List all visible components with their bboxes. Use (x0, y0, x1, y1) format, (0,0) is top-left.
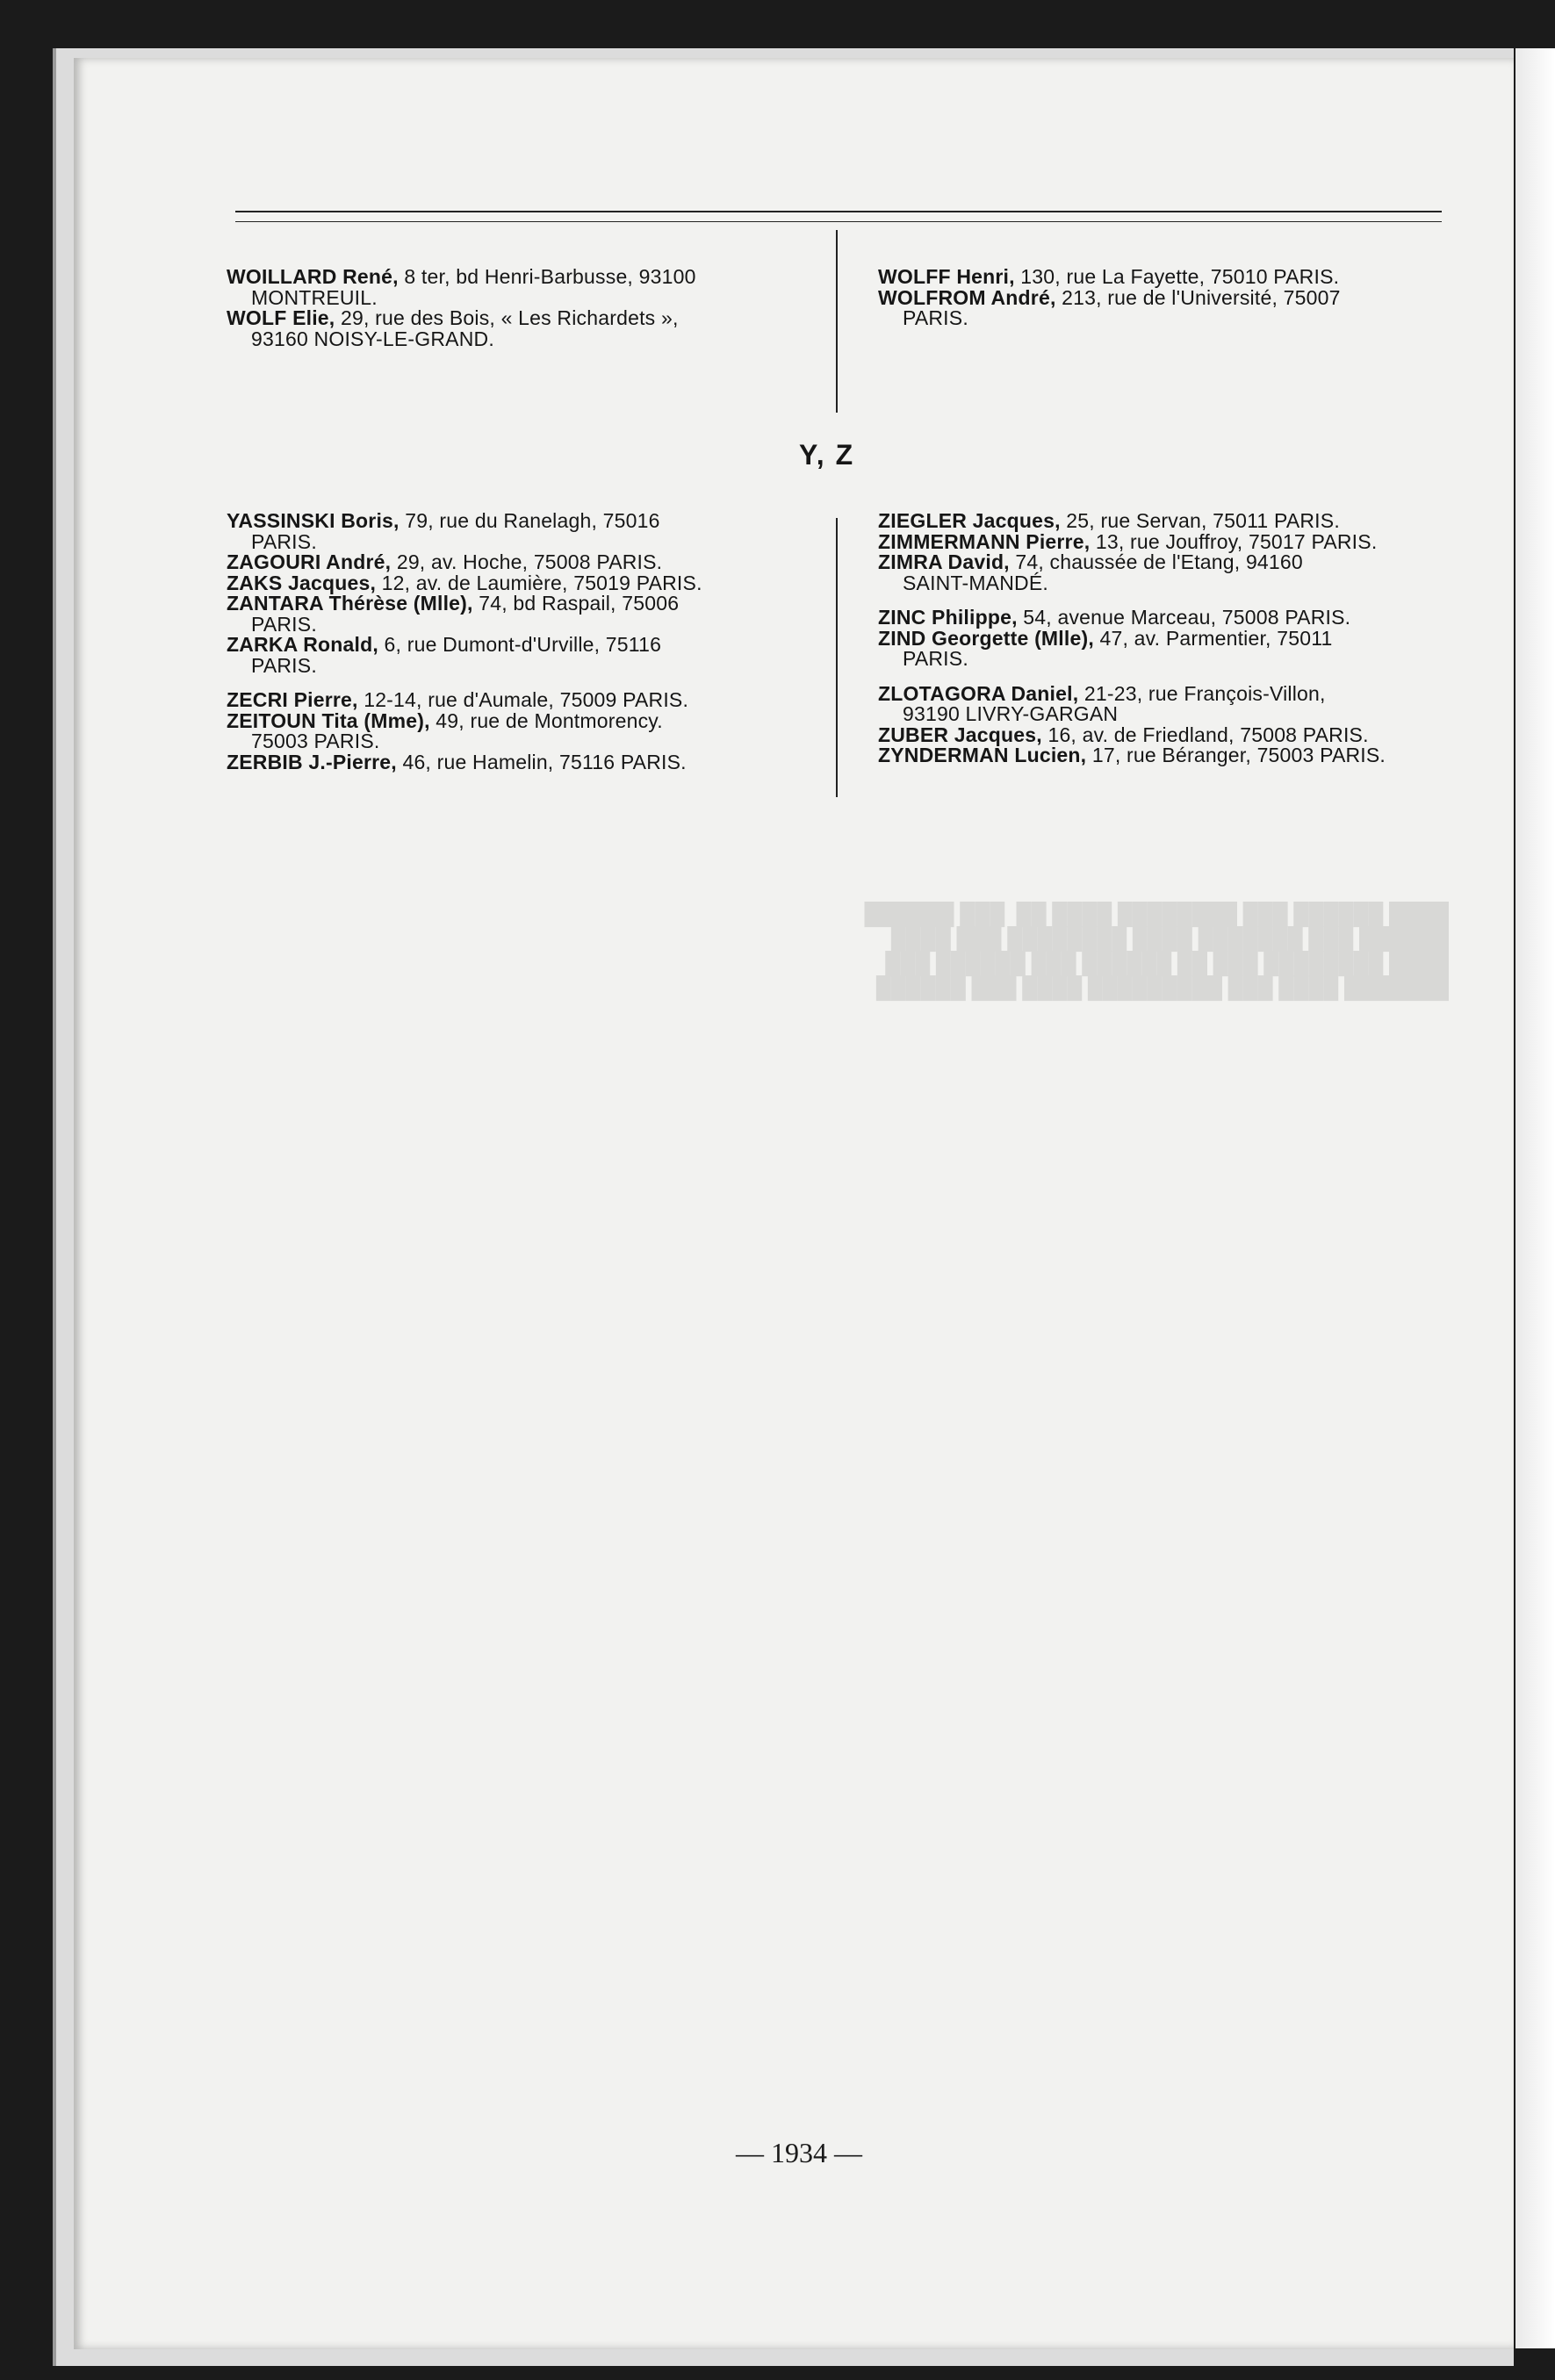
directory-entry (227, 752, 788, 773)
entry-name: ZEITOUN Tita (Mme), (227, 708, 430, 732)
directory-entry (227, 552, 788, 573)
entry-name: ZAGOURI André, (227, 550, 392, 573)
entry-continuation: 93190 LIVRY-GARGAN (903, 702, 1119, 725)
entry-address: 79, rue du Ranelagh, 75016 (399, 509, 660, 532)
entry-continuation: PARIS. (251, 529, 317, 553)
column-divider-bottom (836, 518, 838, 797)
section-heading: Y, Z (799, 439, 855, 471)
directory-entry (227, 708, 788, 752)
left-yz-column (227, 511, 788, 773)
directory-entry (878, 529, 1440, 553)
entry-address: 49, rue de Montmorency. (429, 708, 663, 732)
entry-address: 17, rue Béranger, 75003 PARIS. (1086, 744, 1386, 766)
entry-continuation: SAINT-MANDÉ. (903, 571, 1048, 594)
directory-entry (227, 690, 788, 711)
entry-address: 130, rue La Fayette, 75010 PARIS. (1014, 265, 1340, 288)
entry-name: WOLFF Henri, (878, 265, 1015, 288)
entry-address: 12, av. de Laumière, 75019 PARIS. (376, 571, 702, 594)
entry-address: 8 ter, bd Henri-Barbusse, 93100 (398, 265, 696, 288)
page-number: — 1934 — (736, 2137, 862, 2168)
entry-name: WOLF Elie, (227, 306, 335, 329)
entry-address: 29, av. Hoche, 75008 PARIS. (391, 550, 663, 573)
entry-name: ZIEGLER Jacques, (878, 509, 1061, 532)
right-top-column (878, 267, 1440, 329)
show-through-texture: ████ ██████ ███ ████████ ████ ██ ███ ██████ ██████ ███ ███████ ████ ████████ ███ ████ ████ ████████ ███ ██ ██████ ███ ██████ ███ ███████ ████ ███ █████████ ████ ███ ██████ (864, 902, 1449, 1000)
directory-entry (227, 267, 788, 308)
directory-entry (878, 725, 1440, 746)
entry-address: 21-23, rue François-Villon, (1078, 681, 1326, 705)
column-divider-top (836, 230, 838, 413)
directory-entry (878, 745, 1440, 766)
directory-entry (878, 285, 1440, 329)
entry-continuation: PARIS. (903, 647, 968, 670)
entry-continuation: PARIS. (251, 653, 317, 677)
entry-continuation: 75003 PARIS. (251, 730, 380, 752)
entry-name: ZERBIB J.-Pierre, (227, 750, 397, 773)
entry-name: ZIMRA David, (878, 550, 1010, 573)
entry-name: ZYNDERMAN Lucien, (878, 744, 1087, 766)
entry-address: 16, av. de Friedland, 75008 PARIS. (1041, 723, 1369, 746)
directory-entry (227, 593, 788, 635)
entry-address: 74, bd Raspail, 75006 (472, 592, 680, 615)
directory-entry (878, 511, 1440, 532)
entry-name: WOILLARD René, (227, 265, 399, 288)
entry-name: ZARKA Ronald, (227, 633, 378, 656)
entry-name: WOLFROM André, (878, 285, 1056, 309)
directory-entry (878, 267, 1440, 288)
directory-entry (878, 681, 1440, 725)
directory-entry (878, 626, 1440, 670)
entry-name: ZINC Philippe, (878, 606, 1018, 629)
entry-name: ZIMMERMANN Pierre, (878, 529, 1091, 553)
entry-name: ZECRI Pierre, (227, 688, 358, 711)
entry-name: ZAKS Jacques, (227, 571, 377, 594)
entry-address: 213, rue de l'Université, 75007 (1055, 285, 1341, 309)
entry-name: ZIND Georgette (Mlle), (878, 626, 1094, 650)
entry-address: 6, rue Dumont-d'Urville, 75116 (378, 633, 662, 656)
entry-address: 12-14, rue d'Aumale, 75009 PARIS. (357, 688, 689, 711)
entry-continuation: 93160 NOISY-LE-GRAND. (251, 327, 494, 350)
entry-name: ZANTARA Thérèse (Mlle), (227, 592, 473, 615)
directory-entry (227, 308, 788, 349)
entry-name: ZLOTAGORA Daniel, (878, 681, 1079, 705)
entry-name: ZUBER Jacques, (878, 723, 1042, 746)
entry-continuation: PARIS. (903, 306, 968, 329)
entry-address: 46, rue Hamelin, 75116 PARIS. (396, 750, 687, 773)
entry-address: 54, avenue Marceau, 75008 PARIS. (1017, 606, 1351, 629)
entry-address: 13, rue Jouffroy, 75017 PARIS. (1090, 529, 1378, 553)
entry-address: 74, chaussée de l'Etang, 94160 (1009, 550, 1303, 573)
right-yz-column (878, 511, 1440, 766)
next-page-edge (1515, 48, 1555, 2348)
top-rule-second (235, 221, 1442, 222)
directory-entry (878, 608, 1440, 629)
entry-continuation: PARIS. (251, 612, 317, 636)
directory-entry (227, 635, 788, 676)
entry-continuation: MONTREUIL. (251, 285, 378, 309)
directory-entry (227, 511, 788, 552)
entry-name: YASSINSKI Boris, (227, 509, 400, 532)
top-rule (235, 211, 1442, 212)
left-top-column (227, 267, 788, 349)
entry-address: 47, av. Parmentier, 75011 (1093, 626, 1333, 650)
directory-entry (227, 573, 788, 594)
entry-address: 29, rue des Bois, « Les Richardets », (335, 306, 679, 329)
entry-address: 25, rue Servan, 75011 PARIS. (1060, 509, 1340, 532)
directory-entry (878, 552, 1440, 593)
